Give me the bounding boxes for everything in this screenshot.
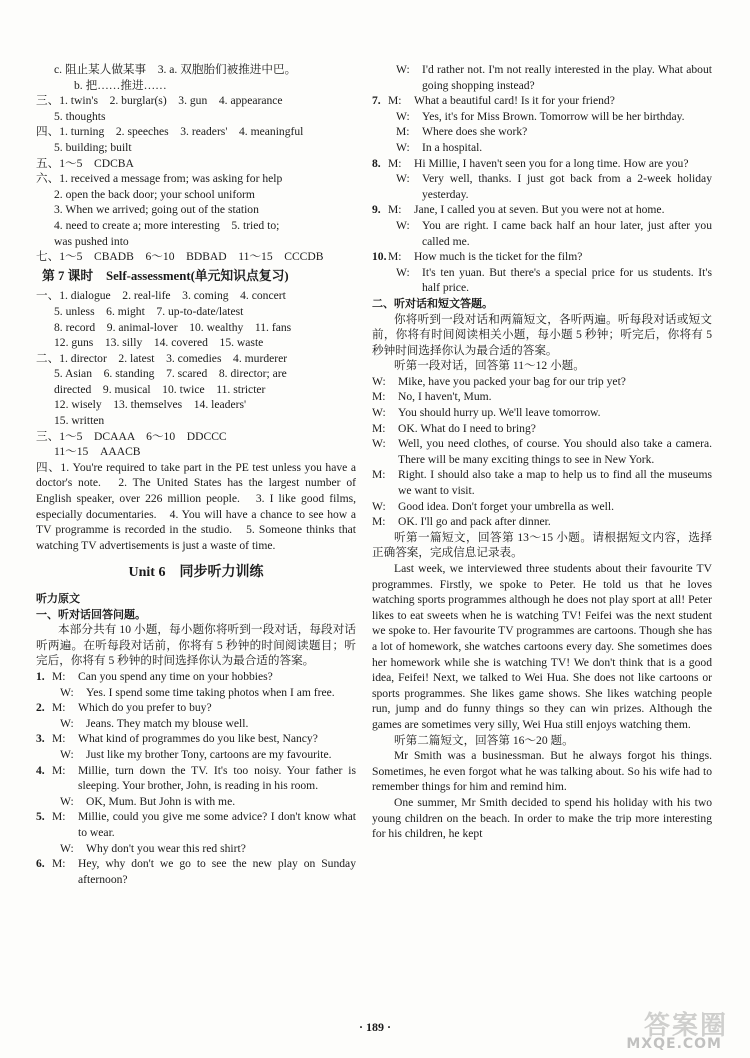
dialogue-text: Yes. I spend some time taking photos when I am free.: [86, 685, 335, 699]
answer-line: 五、1～5 CDCBA: [36, 156, 134, 170]
unit-6-title: Unit 6 同步听力训练: [128, 565, 264, 581]
answers-lesson-6: [36, 62, 356, 265]
conversation-line: [372, 405, 712, 421]
dialogue-text: What kind of programmes do you like best, Nancy?: [78, 732, 318, 746]
answer-line: was pushed into: [54, 234, 129, 248]
speaker-label: M:: [388, 203, 402, 217]
answers-lesson-7: [36, 288, 356, 460]
answer-line: 11～15 AAACB: [54, 445, 141, 459]
question-number: 8.: [372, 156, 381, 170]
dialogue-text: It's ten yuan. But there's a special price for us students. It's half price.: [422, 265, 712, 295]
dialogue-line: [36, 700, 356, 716]
speaker-label: M:: [52, 810, 66, 824]
speaker-label: W:: [396, 140, 410, 154]
speaker-label: W:: [60, 794, 74, 808]
answers-section-four: 四、1. You're required to take part in the PE test unless you have a doctor's note. 2. The United States has the largest number of English speaker, over 226 million people. 3. I like good films, especially documentaries. 4. You will have a chance to see how a TV programme is recorded in the studio. 5. Someone thinks that watching TV advertisements is just a waste of time.: [36, 460, 356, 552]
dialogue-line: [36, 809, 356, 840]
dialogue-text: Which do you prefer to buy?: [78, 701, 212, 715]
speaker-label: M:: [372, 390, 386, 404]
question-number: [372, 124, 388, 140]
passage-two-intro: 听第二篇短文，回答第 16～20 题。: [394, 733, 574, 747]
answer-line: 15. written: [54, 414, 105, 428]
dialogue-line: [36, 716, 356, 732]
question-number: [36, 685, 52, 701]
speaker-label: M:: [52, 732, 66, 746]
question-number: [372, 171, 388, 202]
speaker-label: W:: [396, 63, 410, 76]
dialogue-text: Hi Millie, I haven't seen you for a long time. How are you?: [414, 156, 689, 170]
answer-line: 四、1. turning 2. speeches 3. readers' 4. meaningful: [36, 125, 304, 139]
conversation-line: [372, 499, 712, 515]
conversation: [372, 374, 712, 530]
dialogue-text: Very well, thanks. I just got back from a 2-week holiday yesterday.: [422, 172, 712, 201]
lesson-7-title: 第 7 课时 Self-assessment(单元知识点复习): [42, 268, 289, 283]
question-number: [36, 716, 52, 732]
answer-line: 5. unless 6. might 7. up-to-date/latest: [54, 304, 244, 318]
conversation-line: [372, 436, 712, 467]
answer-line: b. 把……推进……: [74, 78, 167, 92]
answer-line: 5. building; built: [54, 140, 132, 154]
conversation-text: Well, you need clothes, of course. You should also take a camera. There will be many exciting things to see in New York.: [398, 437, 712, 466]
passage-one-text: Last week, we interviewed three students about their favourite TV programmes. Firstly, we spoke to Peter. He told us that he loves watching sports programmes although he does not play sport at all! Peter likes to eat sweets when he is watching TV! Feifei was the next student we spoke to. Her favourite TV programmes are cartoons. Though she has a lot of homework, she watches cartoons every day. She sometimes does her homework while she is watching TV! We don't think that is a good idea, Feifei! Next, we talked to Wei Hua. She does not like cartoons or sports programmes. She likes game shows. She likes watching people run, jump and do funny things so they can win prizes. Although the games are sometimes very silly, Wei Hua still enjoys watching them.: [372, 562, 712, 731]
watermark-logo: 答案圈: [643, 1011, 728, 1041]
answer-line: 12. guns 13. silly 14. covered 15. waste: [54, 336, 264, 350]
question-number: 2.: [36, 701, 45, 715]
dialogue-text: What a beautiful card! Is it for your friend?: [414, 94, 615, 108]
answer-line: 12. wisely 13. themselves 14. leaders': [54, 398, 247, 412]
left-column: [36, 62, 356, 887]
conversation-line: [372, 389, 712, 405]
question-number: 9.: [372, 203, 381, 217]
answer-line: 5. thoughts: [54, 109, 106, 123]
speaker-label: M:: [52, 857, 66, 871]
question-number: [36, 747, 52, 763]
dialogue-text: Where does she work?: [422, 125, 528, 139]
dialogue-text: In a hospital.: [422, 140, 483, 154]
answer-line: 三、1～5 DCAAA 6～10 DDCCC: [36, 429, 227, 443]
speaker-label: W:: [372, 437, 386, 451]
question-number: 3.: [36, 732, 45, 746]
speaker-label: M:: [388, 156, 402, 170]
answer-line: 三、1. twin's 2. burglar(s) 3. gun 4. appearance: [36, 94, 283, 108]
dialogue-line: [36, 747, 356, 763]
conversation-line: [372, 421, 712, 437]
speaker-label: M:: [52, 669, 66, 683]
answer-line: 5. Asian 6. standing 7. scared 8. director; are: [54, 367, 287, 381]
speaker-label: W:: [372, 374, 386, 388]
speaker-label: M:: [372, 515, 386, 529]
speaker-label: W:: [60, 747, 74, 761]
dialogue-line: [372, 171, 712, 202]
answer-line: 4. need to create a; more interesting 5. tried to;: [54, 218, 280, 232]
conversation-line: [372, 467, 712, 498]
dialogue-text: Jane, I called you at seven. But you were not at home.: [414, 203, 665, 217]
dialogue-line: [372, 249, 712, 265]
speaker-label: W:: [372, 406, 386, 420]
dialogue-line: [36, 794, 356, 810]
question-number: 6.: [36, 857, 45, 871]
speaker-label: M:: [372, 468, 386, 482]
answer-line: 七、1～5 CBADB 6～10 BDBAD 11～15 CCCDB: [36, 250, 324, 264]
dialogue-line: [372, 109, 712, 125]
answer-line: 2. open the back door; your school uniform: [54, 187, 255, 201]
question-number: 10.: [372, 250, 387, 264]
speaker-label: M:: [388, 250, 402, 264]
passage-two-paragraph-2: One summer, Mr Smith decided to spend his holiday with his two young children on the beach. In order to make the trip more interesting for his children, he kept: [372, 795, 712, 841]
dialogue-text: You are right. I came back half an hour later, just after you called me.: [422, 218, 712, 248]
dialogue-text: I'd rather not. I'm not really interested in the play. What about going shopping instead?: [422, 63, 712, 92]
question-number: 1.: [36, 669, 45, 683]
answer-line: 3. When we arrived; going out of the station: [54, 203, 259, 217]
dialogue-text: Just like my brother Tony, cartoons are my favourite.: [86, 747, 332, 761]
dialogue-line: [372, 156, 712, 172]
dialogue-line: [36, 856, 356, 887]
question-number: [372, 265, 388, 296]
dialogue-line: [372, 62, 712, 93]
question-number: [372, 140, 388, 156]
dialogue-text: Jeans. They match my blouse well.: [86, 716, 249, 730]
dialogue-line: [372, 218, 712, 249]
answer-line: 六、1. received a message from; was asking for help: [36, 172, 283, 186]
answer-line: directed 9. musical 10. twice 11. stricter: [54, 382, 266, 396]
dialogue-line: [372, 124, 712, 140]
listening-script-title: 听力原文: [36, 592, 80, 605]
conversation-text: Right. I should also take a map to help us to find all the museums we want to visit.: [398, 468, 712, 498]
dialogue-line: [36, 669, 356, 685]
right-column: [372, 62, 712, 842]
dialogue-text: How much is the ticket for the film?: [414, 250, 583, 264]
passage-one-intro: 听第一篇短文，回答第 13～15 小题。请根据短文内容，选择正确答案，完成信息记录表。: [372, 530, 712, 560]
speaker-label: M:: [396, 125, 410, 139]
dialogue-text: Why don't you wear this red shirt?: [86, 841, 246, 855]
speaker-label: W:: [396, 109, 410, 123]
dialogue-text: Can you spend any time on your hobbies?: [78, 669, 273, 683]
dialogue-line: [372, 202, 712, 218]
conversation-line: [372, 514, 712, 530]
conversation-text: Good idea. Don't forget your umbrella as well.: [398, 499, 614, 513]
dialogue-text: Hey, why don't we go to see the new play on Sunday afternoon?: [78, 857, 356, 886]
dialogues-1-6: [36, 669, 356, 887]
speaker-label: M:: [52, 701, 66, 715]
dialogue-line: [36, 731, 356, 747]
speaker-label: M:: [388, 94, 402, 108]
conversation-text: No, I haven't, Mum.: [398, 390, 492, 404]
answer-line: 8. record 9. animal-lover 10. wealthy 11. fans: [54, 320, 292, 334]
passage-two-paragraph-1: Mr Smith was a businessman. But he always forgot his things. Sometimes, he even forgot what he was talking about. So his wife had to remember things for him and remind him.: [372, 749, 712, 794]
dialogue-text: Yes, it's for Miss Brown. Tomorrow will be her birthday.: [422, 109, 685, 123]
speaker-label: W:: [60, 685, 74, 699]
speaker-label: W:: [396, 265, 410, 279]
part-one-title: 一、听对话回答问题。: [36, 607, 146, 621]
part-two-title: 二、听对话和短文答题。: [372, 296, 493, 310]
question-number: [372, 62, 388, 93]
speaker-label: W:: [60, 841, 74, 855]
dialogues-6-10: [372, 62, 712, 296]
part-one-instructions: 本部分共有 10 小题，每小题你将听到一段对话，每段对话听两遍。在听每段对话前，你将有 5 秒钟的时间阅读题目；听完后，你将有 5 秒钟的时间选择你认为最合适的答案。: [36, 623, 356, 668]
dialogue-text: OK, Mum. But John is with me.: [86, 794, 236, 808]
dialogue-line: [36, 685, 356, 701]
conversation-line: [372, 374, 712, 390]
question-number: 4.: [36, 763, 45, 777]
answer-line: c. 阻止某人做某事 3. a. 双胞胎们被推进中巴。: [54, 63, 297, 76]
question-number: [372, 109, 388, 125]
question-number: 5.: [36, 810, 45, 824]
speaker-label: M:: [52, 763, 66, 777]
conversation-text: OK. I'll go and pack after dinner.: [398, 515, 551, 529]
speaker-label: W:: [396, 172, 410, 186]
question-number: [372, 218, 388, 249]
dialogue-line: [372, 93, 712, 109]
question-number: 7.: [372, 94, 381, 108]
answer-line: 一、1. dialogue 2. real-life 3. coming 4. concert: [36, 289, 286, 303]
answer-line: 二、1. director 2. latest 3. comedies 4. murderer: [36, 351, 288, 365]
conversation-text: OK. What do I need to bring?: [398, 421, 536, 435]
speaker-label: W:: [396, 218, 410, 232]
dialogue-line: [36, 763, 356, 794]
question-number: [36, 794, 52, 810]
speaker-label: W:: [372, 499, 386, 513]
watermark-url: MXQE.COM: [626, 1036, 722, 1052]
conversation-text: You should hurry up. We'll leave tomorrow.: [398, 406, 601, 420]
dialogue-text: Millie, turn down the TV. It's too noisy. Your father is sleeping. Your brother, John, is reading in his room.: [78, 763, 356, 793]
speaker-label: W:: [60, 716, 74, 730]
dialogue-line: [36, 841, 356, 857]
question-number: [36, 841, 52, 857]
part-two-instructions: 你将听到一段对话和两篇短文，各听两遍。听每段对话或短文前，你将有时间阅读相关小题，每小题 5 秒钟；听完后，你将有 5 秒钟时间选择你认为最合适的答案。: [372, 312, 712, 357]
dialogue-line: [372, 140, 712, 156]
conversation-intro: 听第一段对话，回答第 11～12 小题。: [394, 359, 585, 373]
dialogue-text: Millie, could you give me some advice? I don't know what to wear.: [78, 810, 356, 839]
dialogue-line: [372, 265, 712, 296]
page-number: · 189 ·: [358, 1020, 391, 1034]
speaker-label: M:: [372, 421, 386, 435]
conversation-text: Mike, have you packed your bag for our trip yet?: [398, 374, 626, 388]
